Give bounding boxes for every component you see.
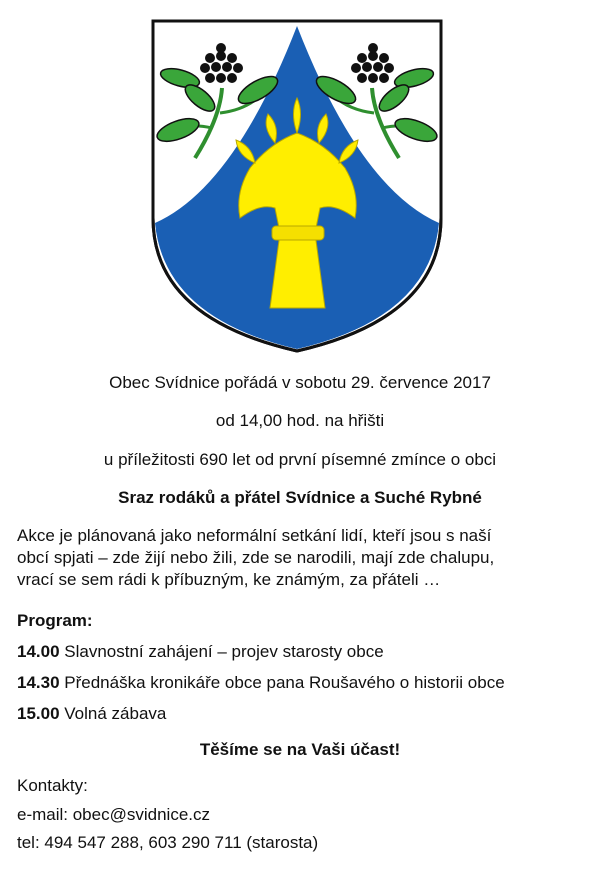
program-time: 15.00 [17,704,60,723]
intro-line-1: Obec Svídnice pořádá v sobotu 29. července 2017 [109,373,491,392]
program-text: Přednáška kronikáře obce pana Roušavého o historii obce [59,673,505,692]
contact-email: e-mail: obec@svidnice.cz [17,805,210,824]
description-line-1: Akce je plánovaná jako neformální setkání lidí, kteří jsou s naší [17,526,492,545]
program-heading: Program: [17,611,93,630]
program-time: 14.00 [17,642,60,661]
description-line-3: vrací se sem rádi k příbuzným, ke známým, za přáteli … [17,570,441,589]
contacts-heading: Kontakty: [17,776,88,795]
coat-of-arms [150,18,444,354]
program-text: Volná zábava [59,704,167,723]
contact-phone: tel: 494 547 288, 603 290 711 (starosta) [17,833,319,852]
description-line-2: obcí spjati – zde žijí nebo žili, zde se narodili, mají zde chalupu, [17,548,495,567]
intro-line-3: u příležitosti 690 let od první písemné zmínce o obci [103,450,497,469]
event-headline: Sraz rodáků a přátel Svídnice a Suché Rybné [118,488,482,507]
intro-line-2: od 14,00 hod. na hřišti [215,411,385,430]
program-item [17,641,592,663]
closing-text: Těšíme se na Vaši účast! [199,740,401,759]
program-item [17,672,592,694]
program-text: Slavnostní zahájení – projev starosty obce [59,642,384,661]
program-item [17,703,592,725]
program-time: 14.30 [17,673,60,692]
